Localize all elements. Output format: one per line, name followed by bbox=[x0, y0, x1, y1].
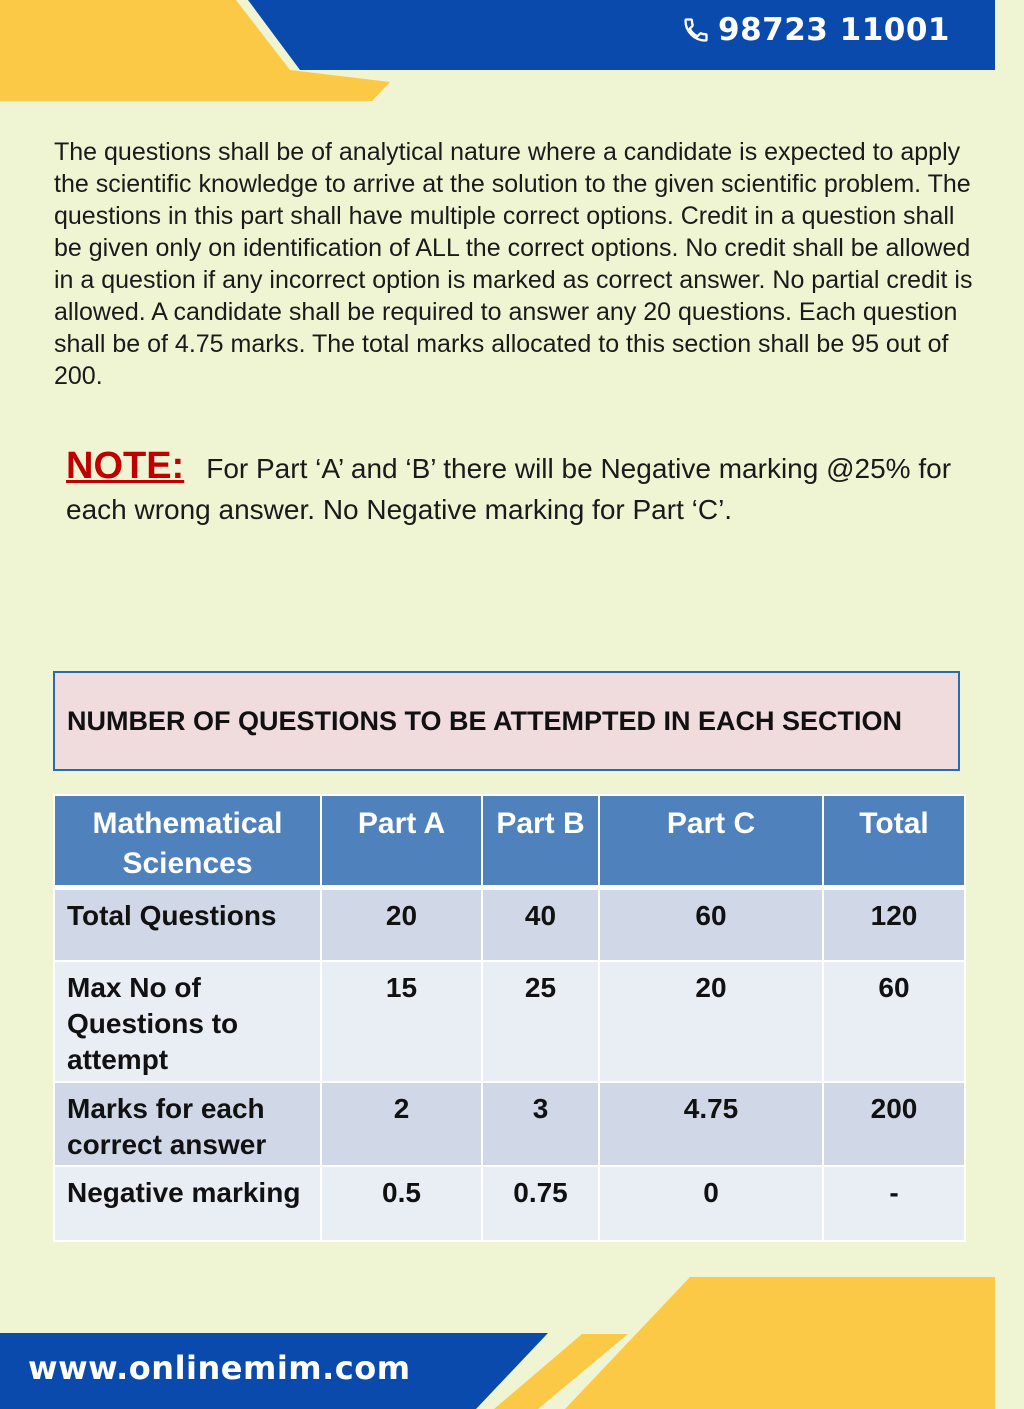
cell-part-c: 0 bbox=[599, 1166, 823, 1241]
cell-part-b: 40 bbox=[482, 887, 599, 961]
cell-part-c: 60 bbox=[599, 887, 823, 961]
cell-total: 60 bbox=[823, 961, 965, 1082]
cell-part-b: 0.75 bbox=[482, 1166, 599, 1241]
section-title-box bbox=[53, 671, 960, 771]
header-part-a: Part A bbox=[321, 795, 482, 887]
phone-icon bbox=[682, 16, 710, 44]
cell-part-a: 15 bbox=[321, 961, 482, 1082]
cell-part-c: 20 bbox=[599, 961, 823, 1082]
table-header-row bbox=[54, 795, 965, 887]
marks-table bbox=[53, 794, 966, 1242]
cell-part-b: 25 bbox=[482, 961, 599, 1082]
header-part-b: Part B bbox=[482, 795, 599, 887]
table-row bbox=[54, 887, 965, 961]
table-row bbox=[54, 961, 965, 1082]
note-label: NOTE: bbox=[66, 445, 185, 487]
cell-part-a: 0.5 bbox=[321, 1166, 482, 1241]
intro-paragraph: The questions shall be of analytical nature where a candidate is expected to apply the scientific knowledge to arrive at the solution to the given scientific problem. The questions in this part shall have multiple correct options. Credit in a question shall be given only on identification of ALL the correct options. No credit shall be allowed in a question if any incorrect option is marked as correct answer. No partial credit is allowed. A candidate shall be required to answer any 20 questions. Each question shall be of 4.75 marks. The total marks allocated to this section shall be 95 out of 200. bbox=[54, 138, 973, 390]
header-subject: Mathematical Sciences bbox=[54, 795, 321, 887]
note-text: For Part ‘A’ and ‘B’ there will be Negative marking @25% for each wrong answer. No Negative marking for Part ‘C’. bbox=[66, 453, 952, 525]
phone-contact[interactable] bbox=[682, 12, 950, 48]
table-row bbox=[54, 1166, 965, 1241]
cell-total: 120 bbox=[823, 887, 965, 961]
cell-total: 200 bbox=[823, 1082, 965, 1166]
phone-number: 98723 11001 bbox=[718, 12, 950, 48]
cell-part-a: 20 bbox=[321, 887, 482, 961]
bottom-yellow-shape bbox=[565, 1277, 995, 1409]
header-total: Total bbox=[823, 795, 965, 887]
table-row bbox=[54, 1082, 965, 1166]
row-label: Marks for each correct answer bbox=[54, 1082, 321, 1166]
cell-part-a: 2 bbox=[321, 1082, 482, 1166]
website-link[interactable]: www.onlinemim.com bbox=[28, 1349, 411, 1387]
cell-part-b: 3 bbox=[482, 1082, 599, 1166]
row-label: Max No of Questions to attempt bbox=[54, 961, 321, 1082]
row-label: Total Questions bbox=[54, 887, 321, 961]
header-part-c: Part C bbox=[599, 795, 823, 887]
section-title: NUMBER OF QUESTIONS TO BE ATTEMPTED IN EACH SECTION bbox=[67, 705, 903, 736]
cell-part-c: 4.75 bbox=[599, 1082, 823, 1166]
note-paragraph bbox=[66, 446, 966, 530]
cell-total: - bbox=[823, 1166, 965, 1241]
row-label: Negative marking bbox=[54, 1166, 321, 1241]
